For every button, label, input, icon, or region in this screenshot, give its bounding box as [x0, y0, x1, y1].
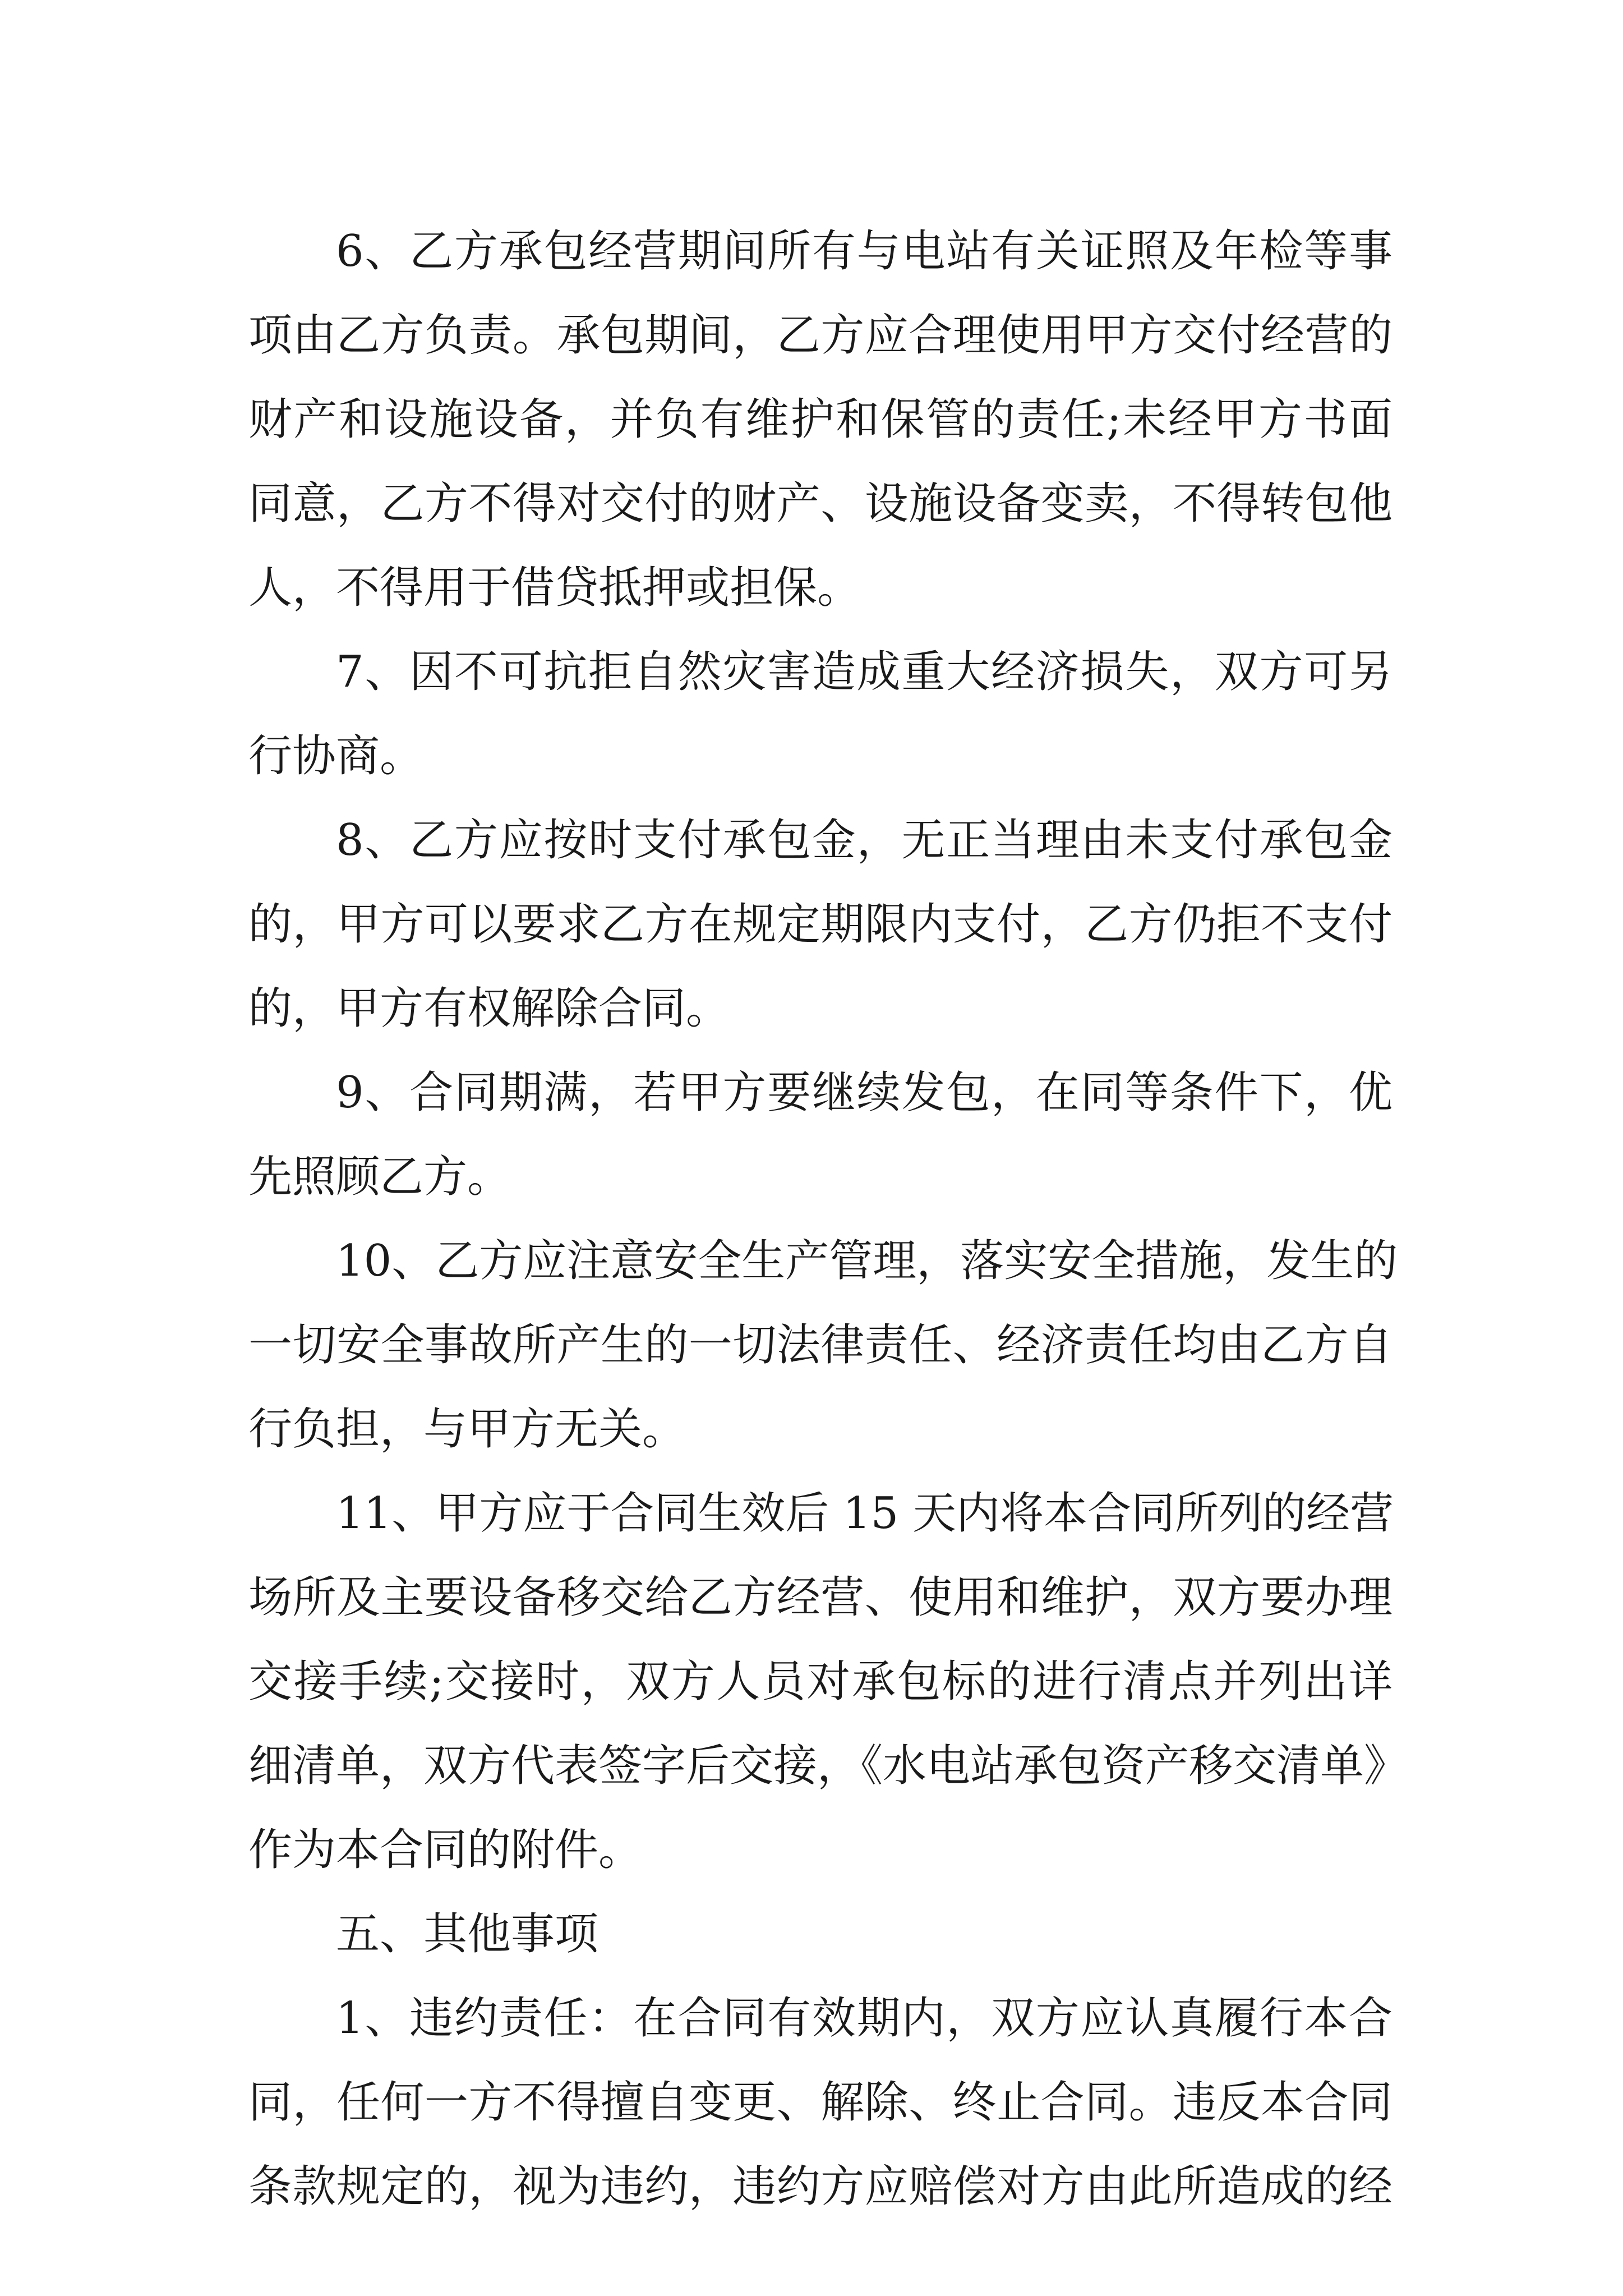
- text-line: 同，任何一方不得擅自变更、解除、终止合同。违反本合同: [248, 2077, 1393, 2128]
- section-heading: 五、其他事项: [336, 1909, 599, 1959]
- text-line: 的，甲方可以要求乙方在规定期限内支付，乙方仍拒不支付: [248, 899, 1393, 950]
- text-line: 先照顾乙方。: [248, 1152, 511, 1202]
- text-line: 7、因不可抗拒自然灾害造成重大经济损失，双方可另: [336, 647, 1393, 697]
- text-line: 1、违约责任：在合同有效期内，双方应认真履行本合: [336, 1993, 1393, 2044]
- text-line: 行负担，与甲方无关。: [248, 1404, 686, 1455]
- text-line: 财产和设施设备，并负有维护和保管的责任;未经甲方书面: [248, 394, 1393, 445]
- text-line: 交接手续;交接时，双方人员对承包标的进行清点并列出详: [248, 1657, 1393, 1707]
- text-line: 同意，乙方不得对交付的财产、设施设备变卖，不得转包他: [248, 478, 1393, 529]
- text-line: 场所及主要设备移交给乙方经营、使用和维护，双方要办理: [248, 1572, 1393, 1623]
- text-line: 人，不得用于借贷抵押或担保。: [248, 563, 861, 613]
- text-line: 8、乙方应按时支付承包金，无正当理由未支付承包金: [336, 815, 1393, 866]
- text-line: 6、乙方承包经营期间所有与电站有关证照及年检等事: [336, 226, 1393, 277]
- text-line: 条款规定的，视为违约，违约方应赔偿对方由此所造成的经: [248, 2161, 1393, 2212]
- text-line: 作为本合同的附件。: [248, 1825, 643, 1875]
- text-line: 10、乙方应注意安全生产管理，落实安全措施，发生的: [336, 1236, 1398, 1286]
- text-line: 9、合同期满，若甲方要继续发包，在同等条件下，优: [336, 1068, 1393, 1118]
- text-line: 细清单，双方代表签字后交接，《水电站承包资产移交清单》: [248, 1741, 1408, 1791]
- text-line: 行协商。: [248, 731, 424, 781]
- text-line: 的，甲方有权解除合同。: [248, 983, 730, 1034]
- text-line: 项由乙方负责。承包期间，乙方应合理使用甲方交付经营的: [248, 310, 1393, 361]
- text-line: 一切安全事故所产生的一切法律责任、经济责任均由乙方自: [248, 1320, 1393, 1370]
- text-line: 11、甲方应于合同生效后 15 天内将本合同所列的经营: [336, 1488, 1394, 1539]
- document-body: [248, 209, 1408, 2229]
